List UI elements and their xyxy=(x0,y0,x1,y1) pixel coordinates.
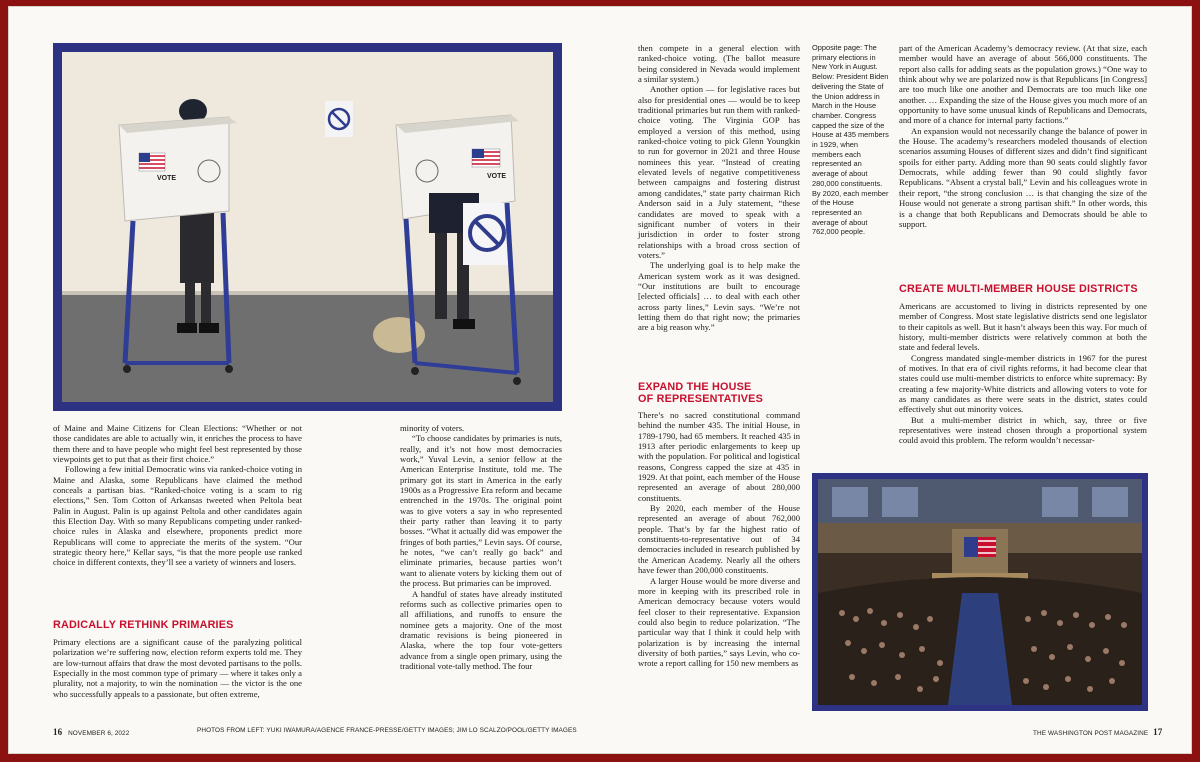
left-page-column-1 xyxy=(53,423,302,568)
paragraph: “To choose candidates by primaries is nuts, really, and it’s not how most democracies work,” Yuval Levin, a senior fellow at the American Enterprise Institute, told me. The primary got its start in America in the early 1900s as a Progressive Era reform and became entrenched in the 1970s. The original point was to give voters a say in who represented their party rather than leaving it to party bosses. “What it actually did was empower the fringes of both parties,” Levin says. Of course, he notes, “we can’t really go back” and eliminate primaries, because parties won’t want to alienate voters by kicking them out of the process. But primaries can be improved. xyxy=(400,433,562,589)
house-chamber-photo xyxy=(812,473,1148,711)
heading-line: EXPAND THE HOUSE xyxy=(638,381,752,393)
section-heading-primaries: RADICALLY RETHINK PRIMARIES xyxy=(53,619,234,631)
right-page-column-1-cont xyxy=(638,410,800,669)
paragraph: There’s no sacred constitutional command behind the number 435. The initial House, in 1789-1790, had 65 members. It reached 435 in 1913 after periodic enlargements to keep up with the population. For political and logistical reasons, Congress capped the size at 435 in 1929. At that point, each member of the House represented an average of about 280,000 constituents. xyxy=(638,410,800,503)
paragraph: Following a few initial Democratic wins via ranked-choice voting in Maine and Alaska, some Republicans have claimed the method conceals a partisan bias. “Ranked-choice voting is a scam to rig elections,” Sen. Tom Cotton of Arkansas tweeted when Peltola beat Palin in August. Palin is up against Peltola and other candidates again this Election Day. With so many Republicans competing under ranked-choice rules in Alaska and elsewhere, proponents predict more Republicans will come to appreciate the merits of the system. “Our strategic theory here,” Kellar says, “is that the more people use ranked choice in different contexts, they’ll see a variety of winners and losers. xyxy=(53,464,302,568)
paragraph: The underlying goal is to help make the American system work as it was designed. “Our institutions are built to encourage [elected officials] … to deal with each other across party lines,” Levin says. “We’re not letting them do that right now; the primaries are a big reason why.” xyxy=(638,260,800,333)
paragraph: An expansion would not necessarily change the balance of power in the House. The academy’s researchers modeled thousands of election scenarios assuming Houses of different sizes and didn’t find significant spoils for either party. Adding more than 90 seats could slightly favor Democrats, while adding fewer than 90 could slightly favor Republicans. “Absent a crystal ball,” Levin and his colleagues wrote in their report, “the strong conclusion … is that changing the size of the House would not generate a strong partisan shift.” In other words, this is a change that both Republicans and Democrats should be able to support. xyxy=(899,125,1147,229)
paragraph: minority of voters. xyxy=(400,423,465,433)
paragraph: A larger House would be more diverse and more in keeping with its prescribed role in American democracy because voters would feel closer to their representative. Expansion could also begin to reduce polarization. “The particular way that I think it could help with polarization is by increasing the internal diversity of both parties,” says Levin, who co-wrote a report calling for 150 new members as xyxy=(638,575,800,669)
page-number-left: 16 xyxy=(53,727,63,737)
paragraph: then compete in a general election with ranked-choice voting. (The ballot measure being considered in Nevada would implement a similar system.) xyxy=(638,43,800,85)
photo-caption: Opposite page: The primary elections in New York in August. Below: President Biden delivering the State of the Union address in March in the House chamber. Congress capped the size of the House at 435 members in 1929, when members each represented an average of about 280,000 constituents. By 2020, each member of the House represented an average of about 762,000 people. xyxy=(812,43,889,237)
photo-credits: PHOTOS FROM LEFT: YUKI IWAMURA/AGENCE FRANCE-PRESSE/GETTY IMAGES; JIM LO SCALZO/POOL/GETTY IMAGES xyxy=(197,727,577,734)
left-page-column-2 xyxy=(400,423,562,671)
paragraph: Americans are accustomed to living in districts represented by one member of Congress. Most state legislative districts send one legislator to their capitols as well. But it hasn’t always been this way. For much of history, multi-member districts were relatively common at both the state and federal levels. xyxy=(899,301,1147,353)
section-heading-house xyxy=(638,382,803,405)
section-heading-multi-member: CREATE MULTI-MEMBER HOUSE DISTRICTS xyxy=(899,283,1138,295)
right-folio xyxy=(1033,727,1162,737)
page-number-right: 17 xyxy=(1153,727,1163,737)
paragraph: part of the American Academy’s democracy review. (At that size, each member would have an average of about 566,000 constituents. The report also calls for adding seats as the population grows.) “One way to think about why we are polarized now is that Republicans [in Congress] are too much like one another and Democrats are too much like one another. … Expanding the size of the House gives you much more of an opportunity to have some unusual kinds of Republicans and Democrats, and more of a chance for internal party factions.” xyxy=(899,43,1147,126)
paragraph: of Maine and Maine Citizens for Clean Elections: “Whether or not those candidates are able to actually win, it enriches the process to have them there and to have people who might feel best represented by those viewpoints get to put that as their first choice.” xyxy=(53,423,302,465)
booth-vote-label-right: VOTE xyxy=(487,173,507,180)
left-folio xyxy=(53,727,129,737)
paragraph: Primary elections are a significant cause of the paralyzing political polarization we’re suffering now, election reform experts told me. They are low-turnout affairs that draw the most devoted partisans to the polls. Especially in the most common type of primary — where it takes only a plurality, not a majority, to win the nomination — the victor is the one who successfully appeals to a passionate, but often extreme, xyxy=(53,637,302,699)
magazine-name: THE WASHINGTON POST MAGAZINE xyxy=(1033,730,1149,737)
right-page-column-1 xyxy=(638,43,800,333)
voting-booths-photo xyxy=(53,43,562,411)
paragraph: Another option — for legislative races but also for presidential ones — would be to keep traditional primaries but run them with ranked-choice voting. The Virginia GOP has employed a version of this method, using ranked-choice voting to pick Glenn Youngkin to run for governor in 2021 and three House nominees this year. “Instead of creating elevated levels of negative competitiveness between campaigns and fostering distrust among candidates,” state party chairman Rich Anderson said in a July statement, “these candidates are moved to speak with a significant number of voters in their jurisdiction in order to foster strong relationships with a broad cross section of voters.” xyxy=(638,84,800,260)
issue-date: NOVEMBER 6, 2022 xyxy=(68,730,130,737)
heading-line: OF REPRESENTATIVES xyxy=(638,392,763,405)
right-page-column-2-cont xyxy=(899,301,1147,446)
paragraph: Congress mandated single-member districts in 1967 for the purest of motives. In that era of civil rights reforms, it had become clear that states could use multi-member districts to enforce white supremacy: By creating a few majority-White districts and allowing voters to vote for as many candidates as there were seats in the district, states could effectively shut out minority voices. xyxy=(899,352,1147,415)
booth-vote-label-left: VOTE xyxy=(157,175,177,182)
paragraph: But a multi-member district in which, say, three or five representatives were instead chosen through a proportional system could avoid this problem. The reform wouldn’t necessar- xyxy=(899,414,1147,446)
right-page-column-2 xyxy=(899,43,1147,229)
paragraph: A handful of states have already instituted reforms such as collective primaries open to all affiliations, and runoffs to ensure the nominee gets a majority. One of the most dramatic revisions is being pioneered in Alaska, where the top four vote-getters advance from a single open primary, using the traditional vote-tally method. The four xyxy=(400,588,562,671)
left-page-column-1-cont xyxy=(53,637,302,699)
paragraph: By 2020, each member of the House represented an average of about 762,000 people. That’s by far the highest ratio of constituents-to-representative out of 34 democracies included in research published by the American Academy. Nearly all the others have fewer than 200,000 constituents. xyxy=(638,503,800,576)
